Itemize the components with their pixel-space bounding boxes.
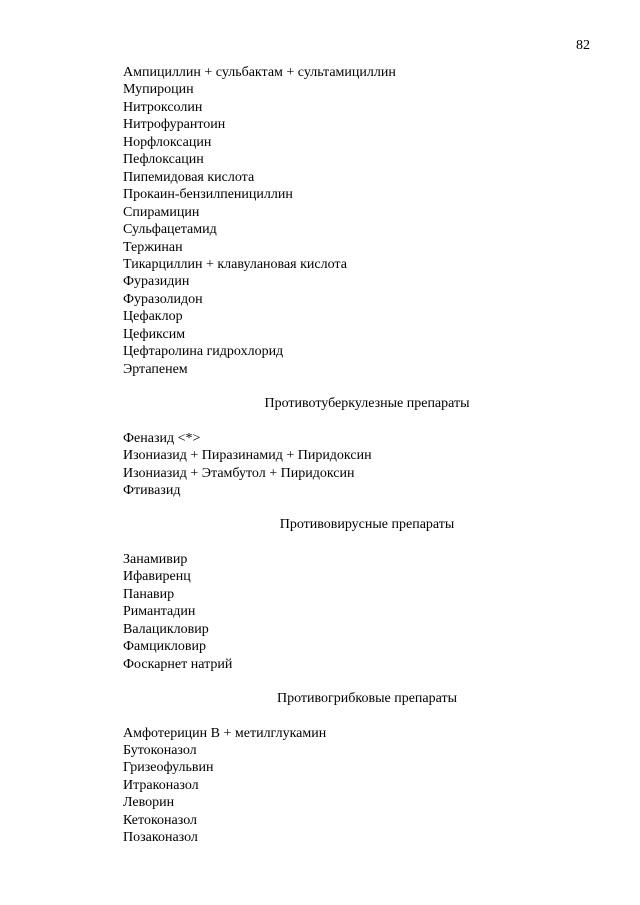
list-item: Норфлоксацин xyxy=(123,134,212,150)
list-item: Цефтаролина гидрохлорид xyxy=(123,344,284,360)
section-antiviral xyxy=(123,516,593,673)
drug-list-content xyxy=(123,64,593,847)
list-item: Эртапенем xyxy=(123,361,188,377)
list-item: Фуразолидон xyxy=(123,291,203,307)
list-item: Фтивазид xyxy=(123,482,181,498)
list-item: Нитроксолин xyxy=(123,99,203,115)
list-item: Цефиксим xyxy=(123,326,186,342)
list-item: Ампициллин + сульбактам + сультамициллин xyxy=(123,65,396,80)
list-item: Римантадин xyxy=(123,604,196,620)
section-heading: Противогрибковые препараты xyxy=(276,691,458,707)
list-item: Цефаклор xyxy=(123,309,183,325)
list-item: Кетоконазол xyxy=(123,812,197,828)
list-item: Итраконазол xyxy=(123,777,199,793)
section-antifungal xyxy=(123,690,593,847)
section-antituberculosis xyxy=(123,395,593,499)
list-item: Леворин xyxy=(123,795,175,811)
list-item: Прокаин-бензилпенициллин xyxy=(123,187,293,203)
list-item: Амфотерицин B + метилглукамин xyxy=(123,725,327,741)
section-heading: Противовирусные препараты xyxy=(279,517,455,533)
list-item: Сульфацетамид xyxy=(123,222,217,238)
list-item: Гризеофульвин xyxy=(123,760,214,776)
list-item: Позаконазол xyxy=(123,830,198,846)
list-item: Нитрофурантоин xyxy=(123,117,226,133)
section-heading: Противотуберкулезные препараты xyxy=(264,396,470,412)
list-item: Тикарциллин + клавулановая кислота xyxy=(123,256,347,272)
list-item: Спирамицин xyxy=(123,204,200,220)
list-item: Валацикловир xyxy=(123,621,209,637)
list-item: Пипемидовая кислота xyxy=(123,169,255,185)
list-item: Фуразидин xyxy=(123,274,190,290)
list-item: Ифавиренц xyxy=(123,569,191,585)
list-item: Фамцикловир xyxy=(123,639,207,655)
list-item: Занамивир xyxy=(123,551,188,567)
list-item: Изониазид + Пиразинамид + Пиридоксин xyxy=(123,448,372,464)
list-item: Панавир xyxy=(123,586,175,602)
list-item: Мупироцин xyxy=(123,82,194,98)
list-item: Бутоконазол xyxy=(123,742,197,758)
list-item: Пефлоксацин xyxy=(123,152,204,168)
intro-list xyxy=(123,64,593,378)
list-item: Феназид <*> xyxy=(123,430,201,446)
page-number: 82 xyxy=(576,38,590,53)
list-item: Изониазид + Этамбутол + Пиридоксин xyxy=(123,465,355,481)
list-item: Тержинан xyxy=(123,239,183,255)
list-item: Фоскарнет натрий xyxy=(123,656,233,672)
